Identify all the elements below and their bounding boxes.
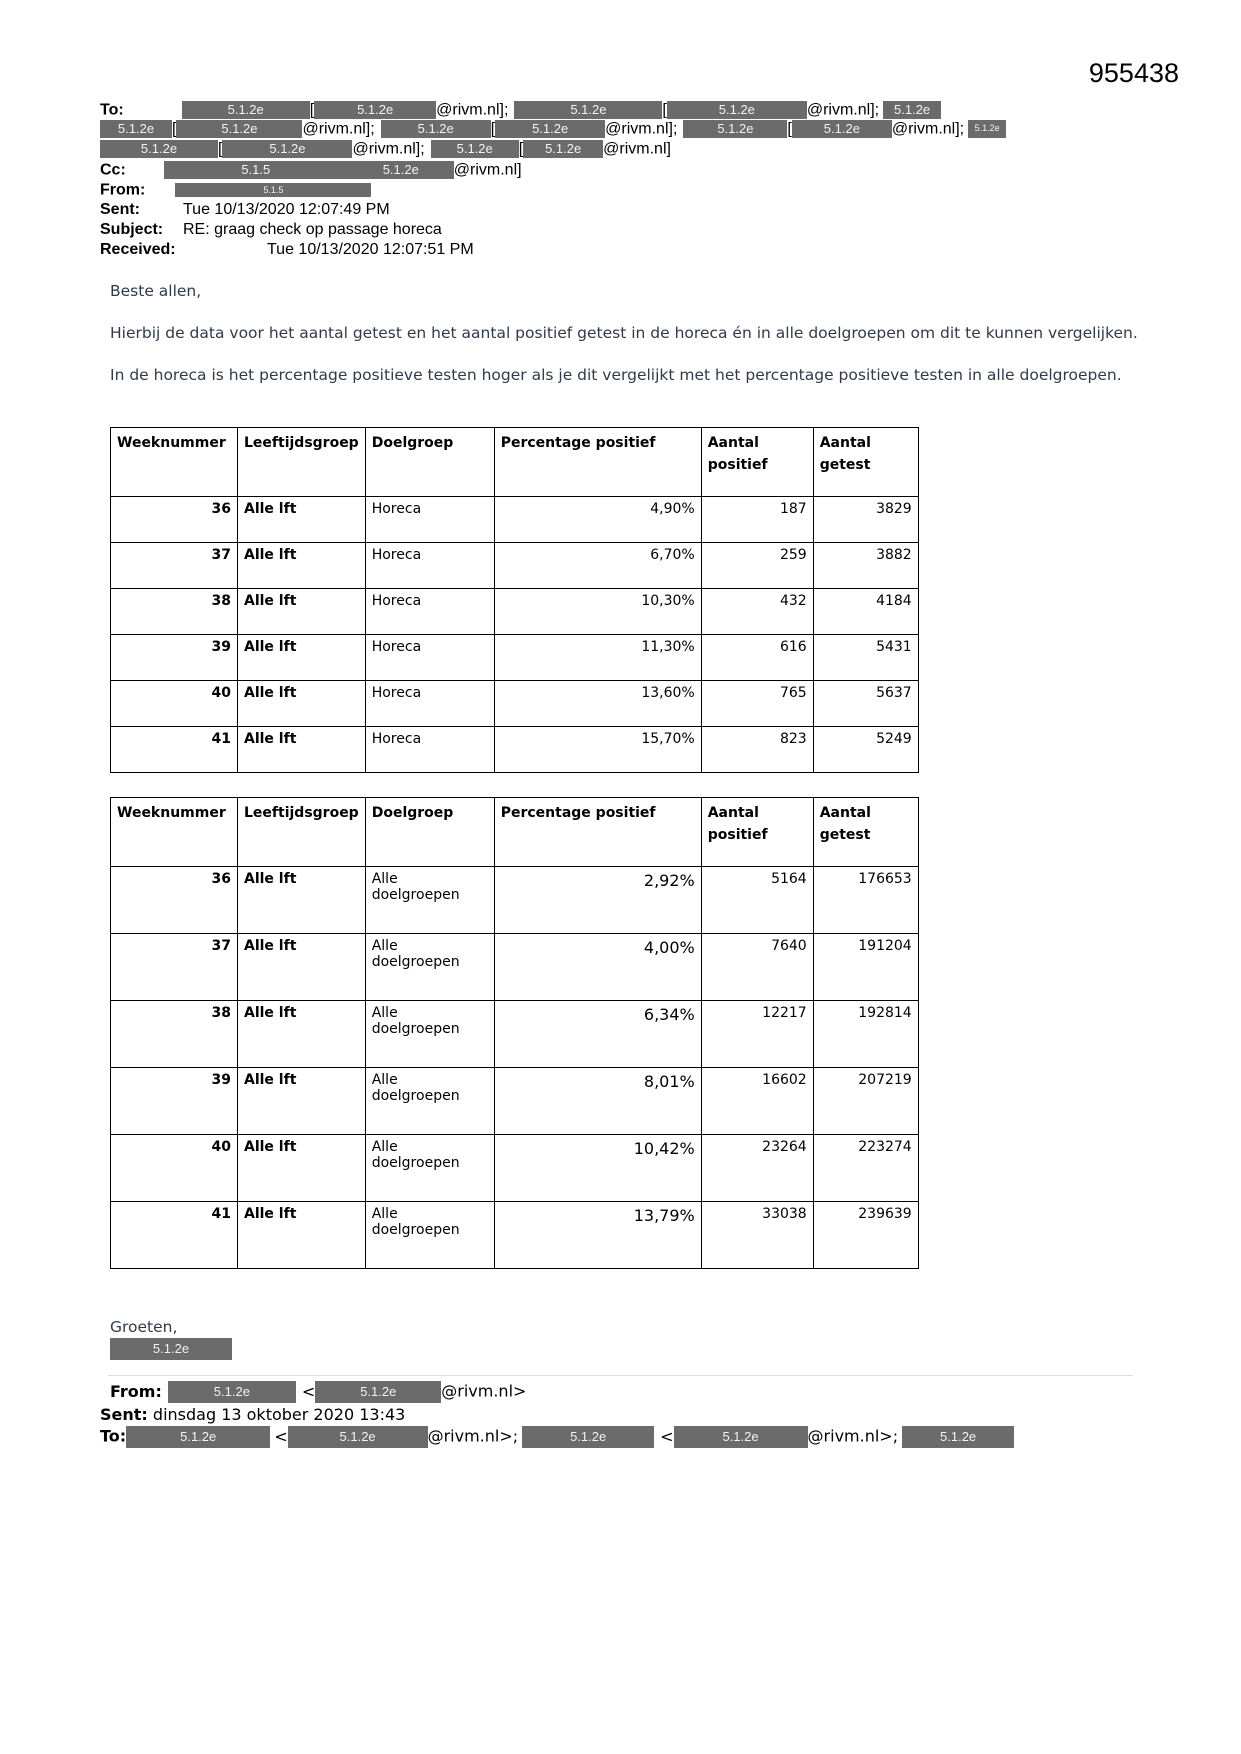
cell-tested: 3829: [813, 497, 918, 543]
redaction-box: 5.1.2e: [126, 1426, 270, 1448]
table-row: [111, 635, 919, 681]
redaction-box: 5.1.2e: [100, 120, 172, 138]
table-all-groups: [110, 797, 919, 1269]
cell-percentage: 6,70%: [494, 543, 701, 589]
cell-percentage: 4,00%: [494, 934, 701, 1001]
cell-week: 37: [111, 934, 238, 1001]
cell-tested: 5637: [813, 681, 918, 727]
cell-percentage: 15,70%: [494, 727, 701, 773]
cell-target-group: Alle doelgroepen: [365, 1068, 494, 1135]
fw-from-line: [100, 1381, 526, 1403]
from-line: [100, 180, 371, 199]
redaction-box: 5.1.2e: [348, 161, 454, 179]
table-row: [111, 1068, 919, 1135]
angle-bracket: <: [274, 1426, 288, 1446]
cell-percentage: 2,92%: [494, 867, 701, 934]
subject-label: Subject:: [100, 221, 164, 238]
redaction-box: 5.1.2e: [110, 1338, 232, 1360]
subject-line: [100, 220, 442, 239]
cell-percentage: 13,60%: [494, 681, 701, 727]
to-line-1: [100, 100, 941, 119]
cell-week: 40: [111, 1135, 238, 1202]
redaction-box: 5.1.2e: [176, 120, 302, 138]
cell-tested: 239639: [813, 1202, 918, 1269]
cell-positive: 7640: [701, 934, 813, 1001]
cell-target-group: Horeca: [365, 681, 494, 727]
paragraph-2: In de horeca is het percentage positieve testen hoger als je dit vergelijkt met het percentage positieve testen in alle doelgroepen.: [110, 366, 1122, 384]
cell-tested: 207219: [813, 1068, 918, 1135]
cell-week: 36: [111, 497, 238, 543]
sent-label: Sent:: [100, 201, 140, 218]
cell-target-group: Horeca: [365, 589, 494, 635]
table-header-row: [111, 428, 919, 497]
cell-week: 38: [111, 589, 238, 635]
sent-value: Tue 10/13/2020 12:07:49 PM: [183, 201, 390, 218]
cc-label: Cc:: [100, 161, 126, 179]
table-row: [111, 867, 919, 934]
redaction-box: 5.1.2e: [314, 101, 436, 119]
bracket: [: [172, 120, 177, 138]
redaction-box: 5.1.2e: [514, 101, 662, 119]
cell-percentage: 10,42%: [494, 1135, 701, 1202]
cell-age-group: Alle lft: [238, 934, 366, 1001]
cell-age-group: Alle lft: [238, 543, 366, 589]
cell-tested: 223274: [813, 1135, 918, 1202]
header-leeftijdsgroep: Leeftijdsgroep: [238, 428, 366, 497]
cc-line: [100, 160, 522, 179]
cell-positive: 187: [701, 497, 813, 543]
redaction-box: 5.1.5: [175, 183, 371, 197]
document-id: 955438: [1088, 58, 1179, 88]
redaction-box: 5.1.2e: [495, 120, 605, 138]
header-doelgroep: Doelgroep: [365, 428, 494, 497]
cell-target-group: Horeca: [365, 497, 494, 543]
bracket: [: [662, 101, 667, 119]
bracket: [: [518, 140, 524, 158]
cell-tested: 5431: [813, 635, 918, 681]
email-domain: @rivm.nl];: [352, 140, 425, 158]
cell-target-group: Horeca: [365, 727, 494, 773]
cell-positive: 432: [701, 589, 813, 635]
cell-positive: 12217: [701, 1001, 813, 1068]
cell-positive: 23264: [701, 1135, 813, 1202]
cell-percentage: 11,30%: [494, 635, 701, 681]
received-label: Received:: [100, 241, 176, 258]
email-domain: @rivm.nl];: [806, 101, 880, 119]
cell-tested: 4184: [813, 589, 918, 635]
redaction-box: 5.1.2e: [667, 101, 807, 119]
subject-value: RE: graag check op passage horeca: [183, 221, 442, 238]
header-doelgroep: Doelgroep: [365, 798, 494, 867]
table-row: [111, 543, 919, 589]
header-aantal-getest: Aantal getest: [813, 428, 918, 497]
fw-to-line: [100, 1426, 1014, 1448]
sent-line: [100, 200, 390, 219]
header-weeknummer: Weeknummer: [111, 428, 238, 497]
table-horeca: [110, 427, 919, 773]
separator: [108, 1375, 1133, 1376]
cell-age-group: Alle lft: [238, 867, 366, 934]
cell-target-group: Alle doelgroepen: [365, 1135, 494, 1202]
cell-tested: 191204: [813, 934, 918, 1001]
redaction-box: 5.1.2e: [315, 1381, 441, 1403]
cell-tested: 176653: [813, 867, 918, 934]
redaction-box: 5.1.2e: [683, 120, 787, 138]
email-domain: @rivm.nl];: [891, 120, 965, 138]
paragraph-1: Hierbij de data voor het aantal getest en het aantal positief getest in de horeca én in alle doelgroepen om dit te kunnen vergelijken.: [110, 324, 1138, 342]
cell-age-group: Alle lft: [238, 1068, 366, 1135]
email-domain: @rivm.nl];: [302, 120, 375, 138]
bracket: [: [787, 120, 792, 138]
table-row: [111, 1135, 919, 1202]
cell-target-group: Horeca: [365, 543, 494, 589]
redaction-box: 5.1.2e: [883, 101, 941, 119]
header-weeknummer: Weeknummer: [111, 798, 238, 867]
cell-week: 39: [111, 635, 238, 681]
redaction-box: 5.1.2e: [523, 140, 603, 158]
to-line-2: [100, 119, 1006, 138]
email-domain: @rivm.nl];: [605, 120, 678, 138]
cell-percentage: 8,01%: [494, 1068, 701, 1135]
redaction-box: 5.1.2e: [168, 1381, 296, 1403]
cell-target-group: Alle doelgroepen: [365, 934, 494, 1001]
cell-tested: 192814: [813, 1001, 918, 1068]
cell-target-group: Horeca: [365, 635, 494, 681]
redaction-box: 5.1.2e: [902, 1426, 1014, 1448]
cell-percentage: 13,79%: [494, 1202, 701, 1269]
header-aantal-positief: Aantal positief: [701, 428, 813, 497]
redaction-box: 5.1.2e: [288, 1426, 428, 1448]
received-value: Tue 10/13/2020 12:07:51 PM: [267, 241, 474, 258]
email-domain: @rivm.nl]: [453, 161, 522, 179]
fw-from-label: From:: [110, 1381, 162, 1401]
email-domain: @rivm.nl]: [603, 140, 671, 158]
cell-percentage: 10,30%: [494, 589, 701, 635]
cell-week: 41: [111, 727, 238, 773]
cell-age-group: Alle lft: [238, 635, 366, 681]
cell-age-group: Alle lft: [238, 1202, 366, 1269]
cell-positive: 765: [701, 681, 813, 727]
greeting: Beste allen,: [110, 282, 202, 300]
cell-week: 39: [111, 1068, 238, 1135]
cell-tested: 3882: [813, 543, 918, 589]
table-row: [111, 681, 919, 727]
bracket: [: [490, 120, 496, 138]
cell-week: 36: [111, 867, 238, 934]
cell-age-group: Alle lft: [238, 681, 366, 727]
cell-positive: 259: [701, 543, 813, 589]
header-leeftijdsgroep: Leeftijdsgroep: [238, 798, 366, 867]
redaction-box: 5.1.2e: [431, 140, 519, 158]
cell-week: 38: [111, 1001, 238, 1068]
redaction-box: 5.1.2e: [100, 140, 218, 158]
cell-positive: 823: [701, 727, 813, 773]
cell-tested: 5249: [813, 727, 918, 773]
cell-age-group: Alle lft: [238, 1135, 366, 1202]
fw-sent-label: Sent:: [100, 1405, 148, 1424]
fw-to-domain: @rivm.nl>;: [807, 1426, 899, 1446]
cell-week: 37: [111, 543, 238, 589]
redaction-box: 5.1.2e: [222, 140, 352, 158]
table-row: [111, 1001, 919, 1068]
redaction-box: 5.1.5: [164, 161, 348, 179]
cell-target-group: Alle doelgroepen: [365, 1001, 494, 1068]
cell-age-group: Alle lft: [238, 589, 366, 635]
fw-from-domain: @rivm.nl>: [441, 1381, 527, 1401]
redaction-box: 5.1.2e: [381, 120, 491, 138]
redaction-box: 5.1.2e: [792, 120, 892, 138]
cell-week: 41: [111, 1202, 238, 1269]
redaction-box: 5.1.2e: [182, 101, 310, 119]
from-label: From:: [100, 181, 146, 199]
fw-sent-value: dinsdag 13 oktober 2020 13:43: [152, 1405, 406, 1424]
cell-positive: 5164: [701, 867, 813, 934]
table-row: [111, 497, 919, 543]
angle-bracket: <: [660, 1426, 674, 1446]
header-percentage: Percentage positief: [494, 798, 701, 867]
closing: Groeten,: [110, 1318, 178, 1336]
table-header-row: [111, 798, 919, 867]
cell-age-group: Alle lft: [238, 727, 366, 773]
table-row: [111, 1202, 919, 1269]
header-aantal-positief: Aantal positief: [701, 798, 813, 867]
to-line-3: [100, 139, 671, 158]
email-domain: @rivm.nl];: [436, 101, 509, 119]
header-percentage: Percentage positief: [494, 428, 701, 497]
redaction-box: 5.1.2e: [968, 120, 1006, 138]
redaction-box: 5.1.2e: [522, 1426, 654, 1448]
bracket: [: [218, 140, 223, 158]
cell-age-group: Alle lft: [238, 1001, 366, 1068]
cell-positive: 16602: [701, 1068, 813, 1135]
cell-target-group: Alle doelgroepen: [365, 867, 494, 934]
header-aantal-getest: Aantal getest: [813, 798, 918, 867]
cell-positive: 33038: [701, 1202, 813, 1269]
fw-to-label: To:: [100, 1426, 127, 1446]
cell-age-group: Alle lft: [238, 497, 366, 543]
fw-sent-line: [100, 1405, 405, 1424]
signature-line: [110, 1338, 232, 1360]
to-label: To:: [100, 101, 124, 119]
cell-week: 40: [111, 681, 238, 727]
cell-positive: 616: [701, 635, 813, 681]
bracket: [: [309, 101, 315, 119]
received-line: [100, 240, 474, 259]
table-row: [111, 934, 919, 1001]
table-row: [111, 589, 919, 635]
redaction-box: 5.1.2e: [674, 1426, 808, 1448]
cell-percentage: 6,34%: [494, 1001, 701, 1068]
angle-bracket: <: [301, 1381, 316, 1401]
cell-target-group: Alle doelgroepen: [365, 1202, 494, 1269]
fw-to-domain: @rivm.nl>;: [427, 1426, 519, 1446]
cell-percentage: 4,90%: [494, 497, 701, 543]
table-row: [111, 727, 919, 773]
